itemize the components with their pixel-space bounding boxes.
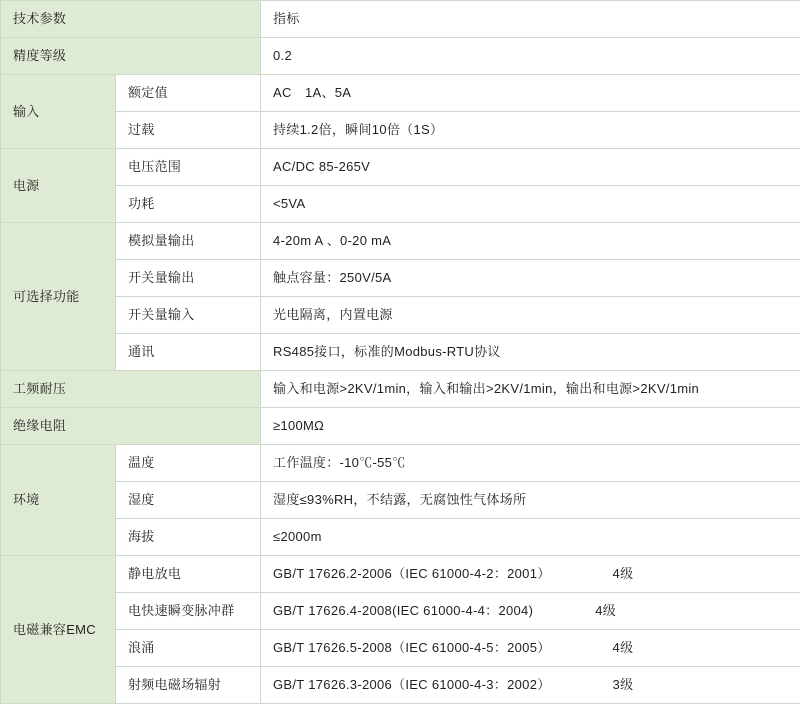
table-row [1, 334, 800, 371]
row-sub-label: 海拔 [116, 519, 261, 556]
row-sub-label: 湿度 [116, 482, 261, 519]
row-sub-label: 功耗 [116, 186, 261, 223]
standard-code: GB/T 17626.2-2006（IEC 61000-4-2：2001） [273, 564, 551, 584]
table-row [1, 519, 800, 556]
row-sub-label: 过载 [116, 112, 261, 149]
row-sub-label: 通讯 [116, 334, 261, 371]
table-row [1, 149, 800, 186]
row-value: <5VA [261, 186, 800, 223]
row-sub-label: 温度 [116, 445, 261, 482]
row-sub-label: 开关量输出 [116, 260, 261, 297]
row-value: ≤2000m [261, 519, 800, 556]
severity-level: 4级 [613, 564, 634, 584]
row-value: 工作温度：-10℃-55℃ [261, 445, 800, 482]
row-sub-label: 模拟量输出 [116, 223, 261, 260]
row-group-label: 输入 [1, 75, 116, 149]
row-value: RS485接口，标准的Modbus-RTU协议 [261, 334, 800, 371]
standard-code: GB/T 17626.4-2008(IEC 61000-4-4：2004) [273, 601, 533, 621]
row-value: AC 1A、5A [261, 75, 800, 112]
severity-level: 4级 [613, 638, 634, 658]
row-group-label: 环境 [1, 445, 116, 556]
row-value: 0.2 [261, 38, 800, 75]
row-group-label: 精度等级 [1, 38, 261, 75]
row-value: AC/DC 85-265V [261, 149, 800, 186]
table-header-row [1, 1, 800, 38]
row-sub-label: 射频电磁场辐射 [116, 667, 261, 704]
row-group-label: 电磁兼容EMC [1, 556, 116, 704]
row-sub-label: 电压范围 [116, 149, 261, 186]
standard-code: GB/T 17626.3-2006（IEC 61000-4-3：2002） [273, 675, 551, 695]
row-sub-label: 额定值 [116, 75, 261, 112]
row-value [261, 667, 800, 704]
table-row [1, 667, 800, 704]
row-sub-label: 浪涌 [116, 630, 261, 667]
table-row [1, 482, 800, 519]
severity-level: 3级 [613, 675, 634, 695]
row-value [261, 556, 800, 593]
table-row [1, 593, 800, 630]
table-row [1, 445, 800, 482]
table-row [1, 223, 800, 260]
row-group-label: 可选择功能 [1, 223, 116, 371]
row-group-label: 电源 [1, 149, 116, 223]
table-row [1, 297, 800, 334]
severity-level: 4级 [595, 601, 616, 621]
table-row [1, 112, 800, 149]
row-value: 触点容量：250V/5A [261, 260, 800, 297]
row-value: ≥100MΩ [261, 408, 800, 445]
table-row [1, 260, 800, 297]
row-value: 输入和电源>2KV/1min，输入和输出>2KV/1min，输出和电源>2KV/1min [261, 371, 800, 408]
row-group-label: 绝缘电阻 [1, 408, 261, 445]
table-row [1, 371, 800, 408]
header-param-cell: 技术参数 [1, 1, 261, 38]
row-value [261, 630, 800, 667]
table-row [1, 38, 800, 75]
row-group-label: 工频耐压 [1, 371, 261, 408]
row-sub-label: 开关量输入 [116, 297, 261, 334]
table-row [1, 630, 800, 667]
header-index-cell: 指标 [261, 1, 800, 38]
row-sub-label: 静电放电 [116, 556, 261, 593]
standard-code: GB/T 17626.5-2008（IEC 61000-4-5：2005） [273, 638, 551, 658]
row-value: 光电隔离，内置电源 [261, 297, 800, 334]
row-value: 4-20m A 、0-20 mA [261, 223, 800, 260]
table-row [1, 75, 800, 112]
row-sub-label: 电快速瞬变脉冲群 [116, 593, 261, 630]
row-value: 湿度≤93%RH，不结露，无腐蚀性气体场所 [261, 482, 800, 519]
table-row [1, 186, 800, 223]
row-value: 持续1.2倍，瞬间10倍（1S） [261, 112, 800, 149]
row-value [261, 593, 800, 630]
table-row [1, 408, 800, 445]
table-row [1, 556, 800, 593]
